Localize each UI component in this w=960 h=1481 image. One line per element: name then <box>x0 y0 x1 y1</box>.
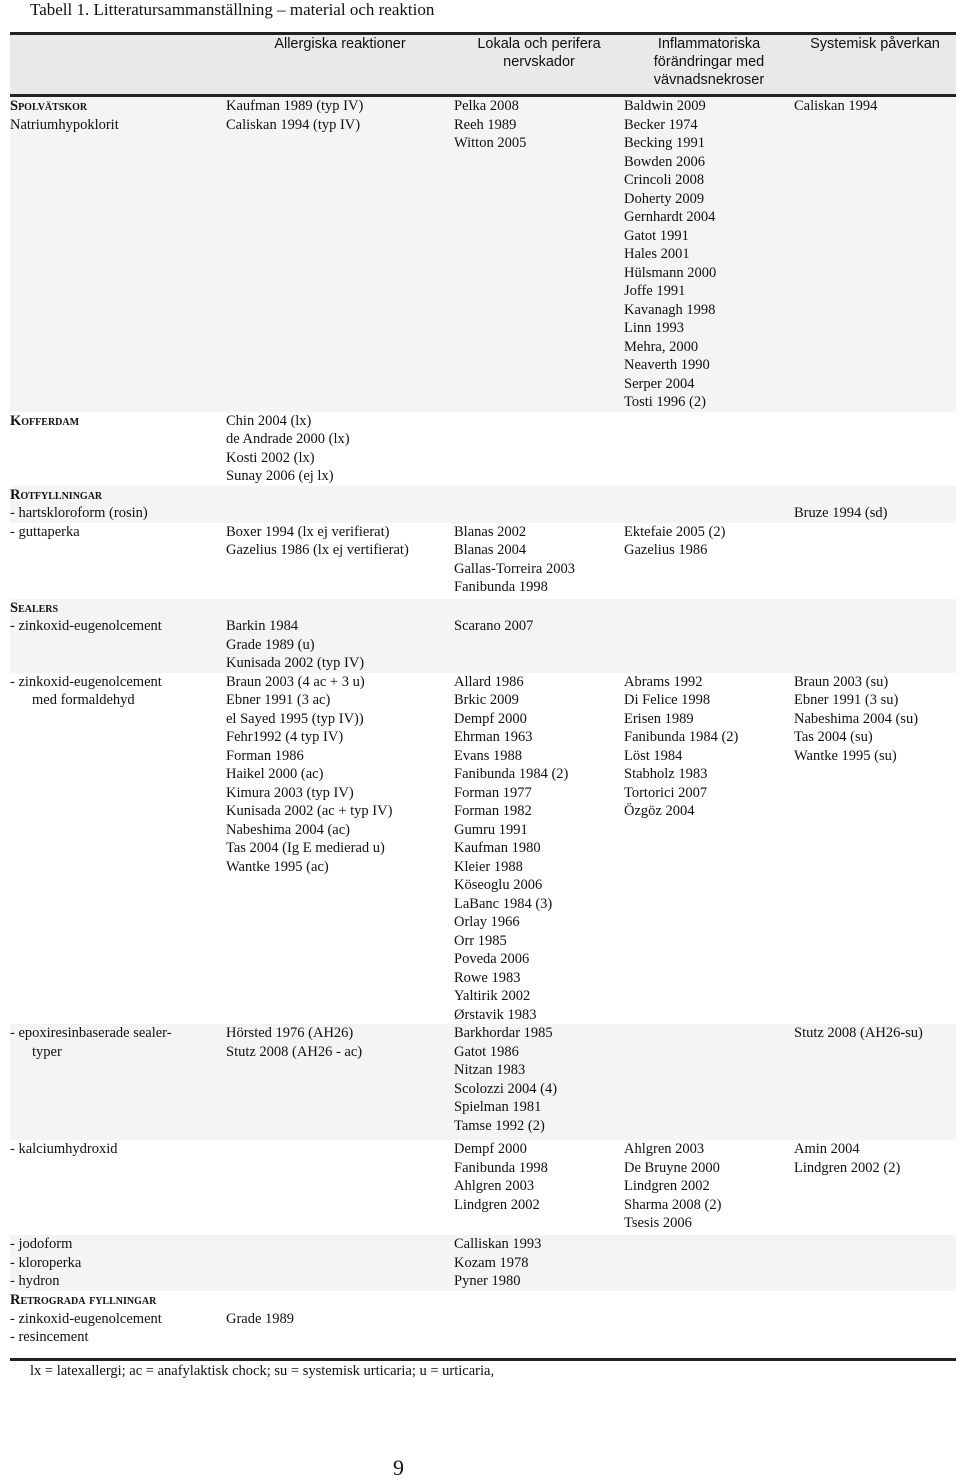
reference-entry: Lindgren 2002 (2) <box>794 1159 901 1176</box>
reference-entry: Ehrman 1963 <box>454 729 533 745</box>
reference-entry: Gazelius 1986 (lx ej vertifierat) <box>226 542 409 558</box>
reference-entry: Boxer 1994 (lx ej verifierat) <box>226 523 390 540</box>
material-label: - hydron <box>10 1273 60 1289</box>
reference-entry: Löst 1984 <box>624 747 683 764</box>
reference-entry: Di Felice 1998 <box>624 692 711 708</box>
nerve-cell <box>454 1291 624 1347</box>
reference-entry: Hales 2001 <box>624 246 690 262</box>
reference-entry: Grade 1989 <box>226 1310 295 1327</box>
reference-entry: Scarano 2007 <box>454 618 534 634</box>
reference-entry: Orlay 1966 <box>454 914 520 930</box>
reference-entry: Caliskan 1994 (typ IV) <box>226 116 361 133</box>
inflammatory-cell <box>624 599 794 673</box>
reference-entry: Gumru 1991 <box>454 821 528 838</box>
reference-entry: Braun 2003 (4 ac + 3 u) <box>226 673 365 690</box>
material-label: - zinkoxid-eugenolcement <box>10 673 162 690</box>
header-allergic: Allergiska reaktioner <box>226 34 454 96</box>
reference-entry: Joffe 1991 <box>624 283 686 299</box>
reference-entry: Becking 1991 <box>624 135 705 151</box>
material-cell <box>10 1291 226 1347</box>
reference-entry: Lindgren 2002 <box>624 1178 710 1194</box>
systemic-cell <box>794 673 956 1025</box>
reference-entry: Scolozzi 2004 (4) <box>454 1080 558 1097</box>
reference-entry: Fanibunda 1998 <box>454 1159 548 1176</box>
reference-entry <box>794 486 956 505</box>
table-row <box>10 1291 956 1347</box>
reference-entry: Ebner 1991 (3 su) <box>794 692 899 708</box>
systemic-cell <box>794 96 956 412</box>
reference-entry: Gazelius 1986 <box>624 542 708 558</box>
reference-entry: Amin 2004 <box>794 1141 860 1157</box>
reference-entry: Nabeshima 2004 (su) <box>794 710 919 727</box>
reference-entry: Kozam 1978 <box>454 1254 529 1271</box>
reference-entry: Becker 1974 <box>624 116 698 133</box>
reference-entry: Bowden 2006 <box>624 153 705 170</box>
reference-entry: Gatot 1991 <box>624 227 689 244</box>
reference-entry: Ahlgren 2003 <box>454 1178 535 1194</box>
reference-entry: Orr 1985 <box>454 932 507 949</box>
reference-entry: Evans 1988 <box>454 747 523 764</box>
nerve-cell <box>454 673 624 1025</box>
reference-entry <box>226 599 454 618</box>
reference-entry: Crincoli 2008 <box>624 172 705 188</box>
material-cell <box>10 523 226 599</box>
section-heading: Retrograda fyllningar <box>10 1292 157 1308</box>
material-cell <box>10 673 226 1025</box>
reference-entry: Pyner 1980 <box>454 1273 521 1289</box>
material-cell <box>10 1140 226 1235</box>
section-heading: Kofferdam <box>10 412 80 429</box>
header-inflammatory: Inflammatoriska förändringar med vävnadsnekroser <box>624 34 794 96</box>
inflammatory-cell <box>624 673 794 1025</box>
reference-entry: Neaverth 1990 <box>624 357 710 373</box>
nerve-cell <box>454 523 624 599</box>
reference-entry: Hörsted 1976 (AH26) <box>226 1025 354 1041</box>
inflammatory-cell <box>624 1024 794 1140</box>
reference-entry: Nitzan 1983 <box>454 1062 526 1078</box>
section-heading: Sealers <box>10 599 59 616</box>
reference-entry: Chin 2004 (lx) <box>226 412 312 429</box>
reference-entry: Stutz 2008 (AH26-su) <box>794 1025 923 1041</box>
material-cell <box>10 96 226 412</box>
reference-entry: Kimura 2003 (typ IV) <box>226 784 354 801</box>
material-label: Natriumhypoklorit <box>10 116 119 133</box>
allergic-cell <box>226 1291 454 1347</box>
nerve-cell <box>454 486 624 523</box>
allergic-cell <box>226 486 454 523</box>
reference-entry: Poveda 2006 <box>454 951 530 967</box>
reference-entry: Gatot 1986 <box>454 1043 519 1060</box>
material-cell <box>10 412 226 486</box>
systemic-cell <box>794 599 956 673</box>
reference-entry: Gernhardt 2004 <box>624 209 716 225</box>
reference-entry <box>454 599 624 618</box>
table-caption: Tabell 1. Litteratursammanställning – material och reaktion <box>30 0 435 19</box>
systemic-cell <box>794 1140 956 1235</box>
header-systemic: Systemisk påverkan <box>794 34 956 96</box>
reference-entry: Tamse 1992 (2) <box>454 1117 545 1134</box>
reference-entry: Calliskan 1993 <box>454 1236 542 1252</box>
reference-entry: Fanibunda 1998 <box>454 579 548 595</box>
reference-entry: Kaufman 1989 (typ IV) <box>226 98 364 114</box>
reference-entry: de Andrade 2000 (lx) <box>226 431 350 447</box>
reference-entry: Haikel 2000 (ac) <box>226 766 324 782</box>
material-cell <box>10 599 226 673</box>
reference-entry <box>226 1291 454 1310</box>
table-row <box>10 1140 956 1235</box>
systemic-cell <box>794 486 956 523</box>
table-row <box>10 1024 956 1140</box>
allergic-cell <box>226 96 454 412</box>
reference-entry: Köseoglu 2006 <box>454 877 543 893</box>
reference-entry: Tsesis 2006 <box>624 1215 692 1231</box>
reference-entry: Ebner 1991 (3 ac) <box>226 692 331 708</box>
reference-entry: Özgöz 2004 <box>624 803 695 819</box>
reference-entry: Nabeshima 2004 (ac) <box>226 821 351 838</box>
material-label: - jodoform <box>10 1236 73 1252</box>
inflammatory-cell <box>624 523 794 599</box>
reference-entry: Spielman 1981 <box>454 1099 542 1115</box>
allergic-cell <box>226 1235 454 1291</box>
material-cell <box>10 486 226 523</box>
reference-entry: Pelka 2008 <box>454 98 519 114</box>
reference-entry: Erisen 1989 <box>624 710 694 727</box>
systemic-cell <box>794 412 956 486</box>
reference-entry: Stabholz 1983 <box>624 766 708 782</box>
table-row <box>10 1235 956 1291</box>
reference-entry: Tosti 1996 (2) <box>624 394 706 410</box>
allergic-cell <box>226 599 454 673</box>
nerve-cell <box>454 1140 624 1235</box>
reference-entry: el Sayed 1995 (typ IV)) <box>226 710 364 727</box>
allergic-cell <box>226 523 454 599</box>
reference-entry: Blanas 2004 <box>454 542 527 558</box>
reference-entry: Witton 2005 <box>454 135 527 151</box>
reference-entry: Reeh 1989 <box>454 116 517 133</box>
material-label: med formaldehyd <box>32 692 135 708</box>
material-label: - kloroperka <box>10 1254 82 1271</box>
material-label: - zinkoxid-eugenolcement <box>10 1310 162 1327</box>
reference-entry: Forman 1982 <box>454 803 532 819</box>
reference-entry: Ørstavik 1983 <box>454 1006 537 1023</box>
reference-entry: Tas 2004 (su) <box>794 729 873 745</box>
literature-table <box>10 32 956 1347</box>
section-heading: Rotfyllningar <box>10 486 103 503</box>
reference-entry: Kunisada 2002 (ac + typ IV) <box>226 803 393 819</box>
reference-entry: Stutz 2008 (AH26 - ac) <box>226 1043 363 1060</box>
reference-entry: Barkhordar 1985 <box>454 1025 553 1041</box>
reference-entry: Brkic 2009 <box>454 692 519 708</box>
inflammatory-cell <box>624 486 794 523</box>
reference-entry: Barkin 1984 <box>226 618 299 634</box>
table-header-row <box>10 34 956 96</box>
reference-entry: Gallas-Torreira 2003 <box>454 560 575 577</box>
material-label: - zinkoxid-eugenolcement <box>10 618 162 634</box>
systemic-cell <box>794 1024 956 1140</box>
systemic-cell <box>794 1291 956 1347</box>
reference-entry: Sharma 2008 (2) <box>624 1196 722 1213</box>
reference-entry: Tortorici 2007 <box>624 784 708 801</box>
systemic-cell <box>794 523 956 599</box>
material-cell <box>10 1235 226 1291</box>
material-cell <box>10 1024 226 1140</box>
reference-entry: Ahlgren 2003 <box>624 1141 705 1157</box>
reference-entry: LaBanc 1984 (3) <box>454 895 553 912</box>
reference-entry: Baldwin 2009 <box>624 98 706 114</box>
section-heading: Spolvätskor <box>10 98 88 114</box>
allergic-cell <box>226 412 454 486</box>
nerve-cell <box>454 599 624 673</box>
reference-entry: Doherty 2009 <box>624 190 705 207</box>
reference-entry: Blanas 2002 <box>454 523 527 540</box>
material-label: - hartskloroform (rosin) <box>10 505 148 521</box>
reference-entry: Fanibunda 1984 (2) <box>454 766 569 782</box>
reference-entry: Kosti 2002 (lx) <box>226 449 315 466</box>
table-row <box>10 412 956 486</box>
allergic-cell <box>226 1024 454 1140</box>
material-label: - guttaperka <box>10 523 80 540</box>
table-row <box>10 96 956 412</box>
reference-entry: Allard 1986 <box>454 673 524 690</box>
reference-entry: Tas 2004 (Ig E medierad u) <box>226 840 385 856</box>
reference-entry: Caliskan 1994 <box>794 98 878 114</box>
inflammatory-cell <box>624 412 794 486</box>
inflammatory-cell <box>624 1140 794 1235</box>
reference-entry: Kavanagh 1998 <box>624 301 716 318</box>
nerve-cell <box>454 412 624 486</box>
nerve-cell <box>454 96 624 412</box>
reference-entry: Forman 1977 <box>454 784 532 801</box>
header-material <box>10 34 226 96</box>
header-nerve: Lokala och perifera nervskador <box>454 34 624 96</box>
reference-entry: Grade 1989 (u) <box>226 636 315 653</box>
reference-entry: Fehr1992 (4 typ IV) <box>226 729 344 745</box>
reference-entry: Dempf 2000 <box>454 710 527 727</box>
reference-entry: De Bruyne 2000 <box>624 1159 720 1176</box>
reference-entry: Linn 1993 <box>624 320 685 336</box>
reference-entry: Abrams 1992 <box>624 673 703 690</box>
reference-entry: Forman 1986 <box>226 747 304 764</box>
reference-entry: Rowe 1983 <box>454 969 521 986</box>
reference-entry: Yaltirik 2002 <box>454 988 531 1004</box>
inflammatory-cell <box>624 1235 794 1291</box>
reference-entry: Kleier 1988 <box>454 858 523 875</box>
reference-entry: Wantke 1995 (ac) <box>226 858 329 875</box>
table-row <box>10 599 956 673</box>
allergic-cell <box>226 1140 454 1235</box>
material-label: typer <box>32 1043 62 1060</box>
reference-entry: Serper 2004 <box>624 375 695 392</box>
reference-entry: Lindgren 2002 <box>454 1196 540 1213</box>
abbreviation-legend: lx = latexallergi; ac = anafylaktisk chock; su = systemisk urticaria; u = urticaria, <box>30 1363 495 1379</box>
page-number: 9 <box>393 1455 404 1480</box>
inflammatory-cell <box>624 96 794 412</box>
table-bottom-rule <box>10 1358 956 1361</box>
reference-entry: Bruze 1994 (sd) <box>794 505 888 521</box>
table-row <box>10 523 956 599</box>
reference-entry: Braun 2003 (su) <box>794 673 889 690</box>
table-row <box>10 673 956 1025</box>
reference-entry: Hülsmann 2000 <box>624 264 717 281</box>
material-label: - resincement <box>10 1329 89 1345</box>
nerve-cell <box>454 1024 624 1140</box>
inflammatory-cell <box>624 1291 794 1347</box>
reference-entry: Wantke 1995 (su) <box>794 747 897 764</box>
allergic-cell <box>226 673 454 1025</box>
material-label: - kalciumhydroxid <box>10 1141 118 1157</box>
reference-entry: Ektefaie 2005 (2) <box>624 523 726 540</box>
reference-entry: Sunay 2006 (ej lx) <box>226 468 334 484</box>
material-label: - epoxiresinbaserade sealer- <box>10 1025 172 1041</box>
reference-entry: Kaufman 1980 <box>454 840 541 856</box>
nerve-cell <box>454 1235 624 1291</box>
reference-entry: Mehra, 2000 <box>624 338 699 355</box>
reference-entry: Kunisada 2002 (typ IV) <box>226 655 365 671</box>
reference-entry: Fanibunda 1984 (2) <box>624 729 739 745</box>
systemic-cell <box>794 1235 956 1291</box>
table-body <box>10 96 956 1347</box>
reference-entry: Dempf 2000 <box>454 1141 527 1157</box>
table-row <box>10 486 956 523</box>
